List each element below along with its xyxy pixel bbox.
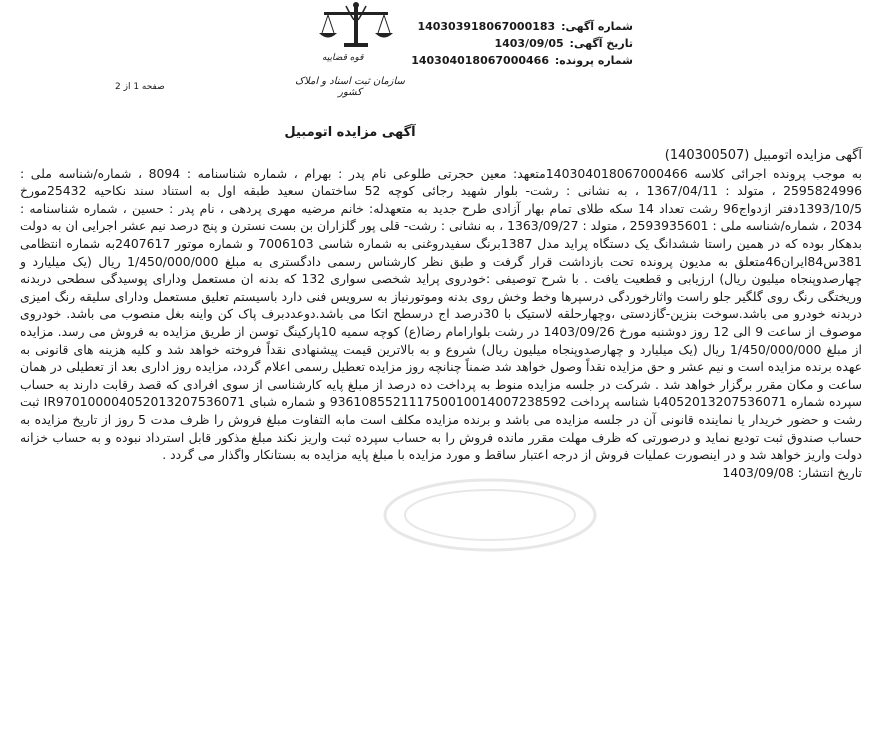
notice-body [20,147,862,481]
ad-number: 140303918067000183 [417,20,556,33]
body-paragraph: به موجب پرونده اجرائی کلاسه 140304018067000466متعهد: معین حجرتی طلوعی نام پدر : بهرام ، شماره شناسنامه : 8094 ، شماره/شناسه ملی : 2595824996 ، متولد : 1367/04/11 ، به نشانی : رشت- بلوار شهید رجائی کوچه 52 ساختمان سعید طبقه اول به استناد سند نکاحیه 25432مورخ 1393/10/5دفتر ازدواج96 رشت تعداد 14 سکه طلای تمام بهار آزادی طرح جدید به متعهدله: خانم مرضیه مهری پردهی ، نام پدر : حسین ، شماره شناسنامه : 2034 ، شماره/شناسه ملی : 2593935601 ، متولد : 1363/09/27 ، به نشانی : رشت- قلی پور گلزاران بن بست نسترن و پنج درصد نیم عشر اجرایی ان به دولت بدهکار بوده که در همین راستا ششدانگ یک دستگاه پراید مدل 1387برنگ سفیدروغنی به شماره شاسی 7006103 و شماره موتور 2407617به شماره انتظامی 381س84ایران46متعلق به مدیون پرونده تحت بازداشت قرار گرفت و طبق نظر کارشناس رسمی دادگستری به مبلغ 1/450/000/000 ریال (یک میلیارد و چهارصدوپنجاه میلیون ریال) ارزیابی و قطعیت یافت . با شرح توصیفی :خودروی پراید شخصی سواری 132 که بدنه ان مستعمل ودارای پوسیدگی سطحی دربدنه وریختگی رنگ روی گلگیر جلو راست واثارخوردگی درسپرها وخط وخش روی بدنه وموتورنیاز به سرویس فنی دارد باسیستم تعلیق مستعمل ودارای سلیقه رنگ امیزی دربدنه خودرو می باشد.سوخت بنزین-گازدستی ،وچهارحلقه لاستیک با 30درصد اج درسطح اتکا می باشد.دوعددبرف پاک کن واینه بغل منصوب می باشد. خودروی موصوف از ساعت 9 الی 12 روز دوشنبه مورخ 1403/09/26 در رشت بلوارامام رضا(ع) کوچه سمیه 10پارکینگ توسن از طریق مزایده به فروش می رسد. مزایده از مبلغ 1/450/000/000 ریال (یک میلیارد و چهارصدوپنجاه میلیون ریال) شروع و به بالاترین قیمت پیشنهادی نقداً فروخته خواهد شد و کلیه هزینه های قانونی به عهده برنده مزایده است و نیم عشر و حق مزایده نقداً وصول خواهد شد ضمناً چنانچه روز مزایده تعطیل رسمی اعلام گردد، مزایده روز اداری بعد از تعطیلی در همان ساعت و مکان مقرر برگزار خواهد شد . شرکت در جلسه مزایده منوط به پرداخت ده درصد از مبلغ پایه کارشناسی از سوی افرادی که قصد رقابت دارند به حساب سپرده شماره 4052013207536071با شناسه پرداخت 936108552111750010014007238592 و شماره شبای IR970100004052013207536071 ثبت رشت و حضور خریدار یا نماینده قانونی آن در جلسه مزایده می باشد و برنده مزایده مکلف است مابه التفاوت مبلغ فروش را ظرف مدت 5 روز از تاریخ مزایده به حساب صندوق ثبت تودیع نماید و درصورتی که ظرف مهلت مقرر مانده فروش را به حساب سپرده ثبت واریز نکند مبلغ مذکور قابل استرداد نبوده و به حساب خزانه دولت واریز خواهد شد و در اینصورت عملیات فروش از درجه اعتبار ساقط و مورد مزایده با مبلغ پایه مزایده به بستانکار واگذار می گردد . [20,165,863,463]
watermark-seal-icon [380,475,600,555]
page-number: صفحه 1 از 2 [115,82,165,92]
org-name-judiciary: قوه قضاییه [322,53,364,63]
notice-meta [411,18,633,69]
ad-date: 1403/09/05 [494,37,564,50]
ad-number-label: شماره آگهی: [561,20,633,33]
ad-date-label: تاریخ آگهی: [569,37,633,50]
pub-date-label: تاریخ انتشار: [797,464,862,480]
org-name-registry: سازمان ثبت اسناد و املاک کشور [295,76,405,98]
ad-date-row [411,35,633,52]
ad-number-row [411,18,633,35]
notice-title: آگهی مزایده اتومبیل [284,125,416,140]
pub-date: 1403/09/08 [722,464,794,480]
publication-date-row [20,464,862,482]
body-heading: آگهی مزایده اتومبیل (140300507) [664,148,862,163]
case-number-row [411,52,633,69]
case-number-label: شماره پرونده: [554,54,633,67]
case-number: 140304018067000466 [411,54,549,67]
